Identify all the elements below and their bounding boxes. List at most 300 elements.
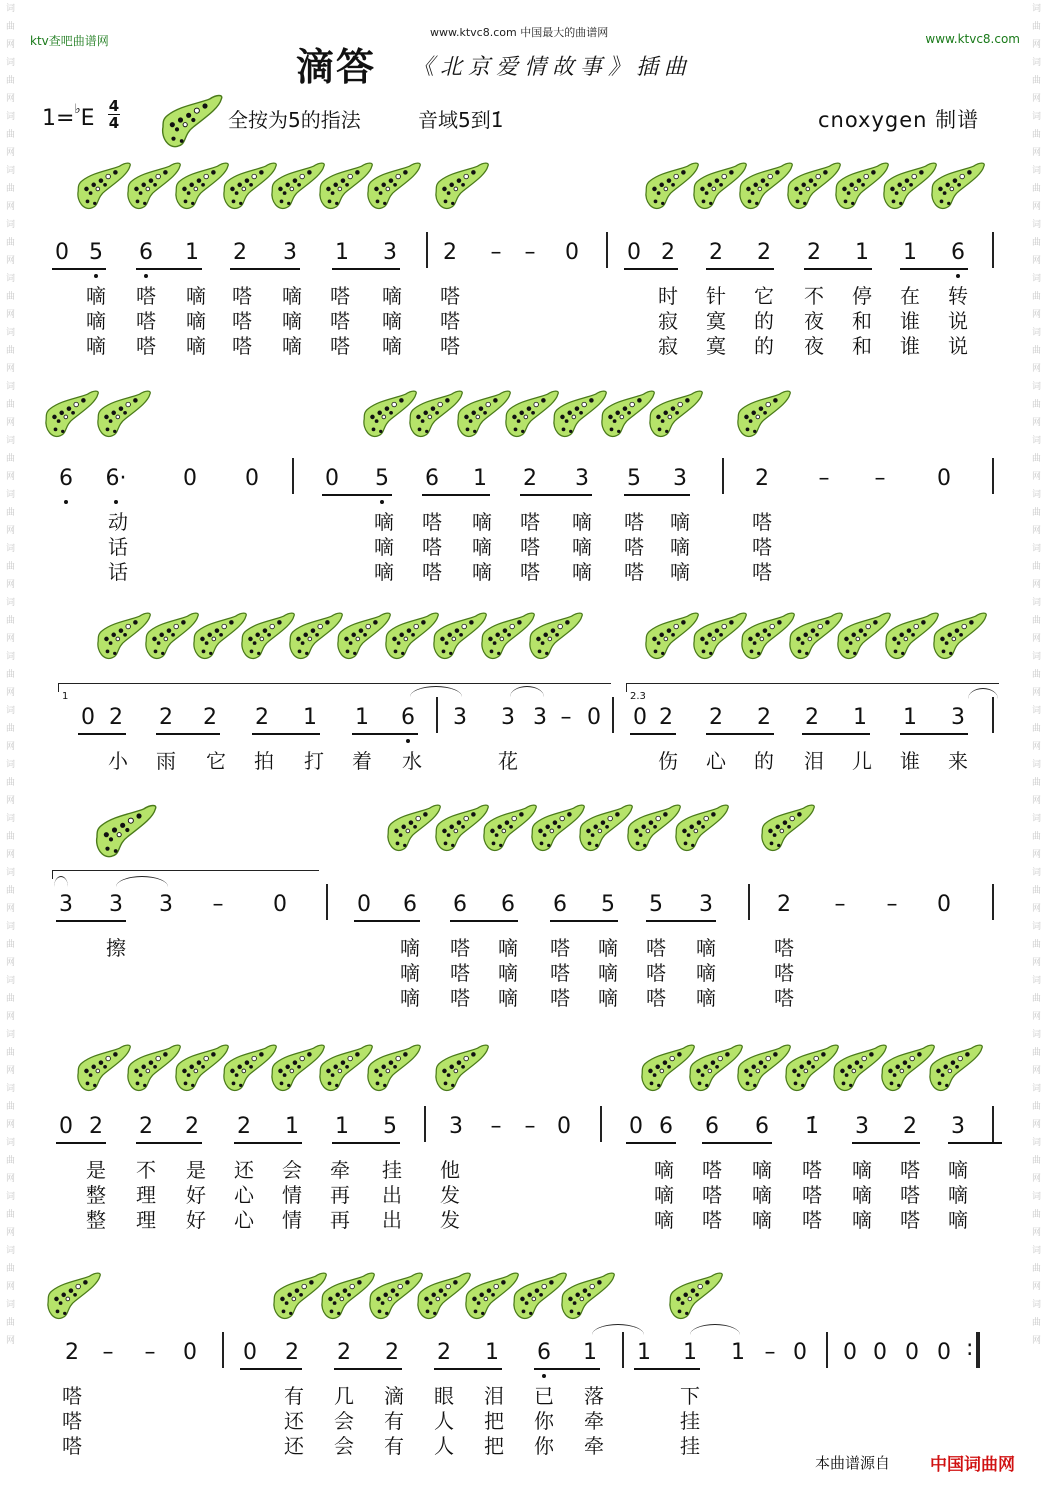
- lyric-char: 嗒: [62, 1409, 82, 1433]
- note: 1: [335, 240, 349, 265]
- note: 1: [355, 705, 369, 730]
- barline: [992, 1106, 994, 1142]
- eighth-beam: [624, 494, 690, 496]
- eighth-beam: [240, 1368, 302, 1370]
- barline: [992, 884, 994, 920]
- lyric-char: 嘀: [696, 961, 716, 985]
- eighth-beam: [450, 920, 518, 922]
- lyric-char: 理: [136, 1208, 156, 1232]
- note: 2: [437, 1340, 451, 1365]
- lyric-char: 会: [334, 1434, 354, 1458]
- lyric-char: 夜: [804, 334, 824, 358]
- note: 0: [633, 705, 647, 730]
- note: 6: [425, 466, 439, 491]
- note: 3: [951, 705, 965, 730]
- lyric-char: 嘀: [498, 986, 518, 1010]
- lyric-char: 嘀: [572, 560, 592, 584]
- ocarina-fingering-icon: [670, 802, 732, 862]
- note: 0: [937, 1340, 951, 1365]
- lyric-char: 心: [234, 1183, 254, 1207]
- note: –: [212, 892, 224, 917]
- lyric-char: 嗒: [62, 1384, 82, 1408]
- eighth-beam: [534, 1368, 600, 1370]
- note: 0: [629, 1114, 643, 1139]
- source-label: 本曲谱源自: [815, 1454, 891, 1472]
- volta-bracket-1: [52, 870, 319, 879]
- note: 6: [59, 466, 73, 491]
- barline: [436, 697, 438, 733]
- barline: [992, 697, 994, 733]
- lyric-char: 嗒: [136, 284, 156, 308]
- note: 6: [403, 892, 417, 917]
- note: –: [560, 705, 572, 730]
- lyric-char: 嗒: [900, 1158, 920, 1182]
- note: 0: [183, 466, 197, 491]
- note: 3: [575, 466, 589, 491]
- eighth-beam: [646, 920, 716, 922]
- note: 0: [565, 240, 579, 265]
- note: 0: [843, 1340, 857, 1365]
- note: 0: [59, 1114, 73, 1139]
- note: 3: [449, 1114, 463, 1139]
- note: 0: [245, 466, 259, 491]
- ocarina-fingering-icon: [924, 1042, 986, 1102]
- lyric-char: 拍: [254, 749, 274, 773]
- lyric-char: 嘀: [852, 1158, 872, 1182]
- lyric-char: 嘀: [948, 1208, 968, 1232]
- eighth-beam: [334, 1368, 402, 1370]
- lyric-char: 在: [900, 284, 920, 308]
- lyric-char: 嘀: [86, 334, 106, 358]
- lyric-char: 嗒: [422, 560, 442, 584]
- ocarina-fingering-icon: [928, 610, 990, 670]
- note: 2: [185, 1114, 199, 1139]
- note: 2: [755, 466, 769, 491]
- note: –: [834, 892, 846, 917]
- lyric-char: 嗒: [422, 535, 442, 559]
- lyric-char: 有: [384, 1409, 404, 1433]
- lyric-char: 还: [284, 1434, 304, 1458]
- note: –: [818, 466, 830, 491]
- lyric-char: 嘀: [670, 535, 690, 559]
- eighth-beam: [706, 733, 774, 735]
- lyric-char: 嘀: [752, 1158, 772, 1182]
- lyric-char: 是: [86, 1158, 106, 1182]
- lyric-char: 嗒: [802, 1183, 822, 1207]
- lyric-char: 整: [86, 1208, 106, 1232]
- lyric-char: 好: [186, 1183, 206, 1207]
- lyric-char: 嘀: [374, 535, 394, 559]
- lyric-char: 已: [534, 1384, 554, 1408]
- note: –: [102, 1340, 114, 1365]
- lyric-char: 的: [754, 334, 774, 358]
- lyric-char: 嗒: [624, 510, 644, 534]
- lyric-char: 嘀: [400, 986, 420, 1010]
- lyric-char: 嘀: [382, 284, 402, 308]
- note: 1: [637, 1340, 651, 1365]
- barline: [426, 232, 428, 268]
- lyric-char: 出: [382, 1208, 402, 1232]
- lyric-char: 寂: [658, 334, 678, 358]
- ocarina-fingering-icon: [362, 160, 424, 220]
- note: 2: [709, 705, 723, 730]
- note: 2: [443, 240, 457, 265]
- time-signature: [108, 98, 120, 131]
- note: –: [764, 1340, 776, 1365]
- lyric-char: 挂: [680, 1409, 700, 1433]
- note: 2: [159, 705, 173, 730]
- eighth-beam: [332, 268, 400, 270]
- lyric-char: 嗒: [450, 936, 470, 960]
- lyric-char: 泪: [484, 1384, 504, 1408]
- lyric-char: 心: [706, 749, 726, 773]
- eighth-beam: [702, 1142, 772, 1144]
- eighth-beam: [136, 1142, 202, 1144]
- lyric-char: 人: [434, 1434, 454, 1458]
- lyric-char: 嘀: [374, 510, 394, 534]
- note: 6: [705, 1114, 719, 1139]
- lyric-char: 嗒: [646, 961, 666, 985]
- eighth-beam: [332, 1142, 400, 1144]
- lyric-char: 和: [852, 334, 872, 358]
- note: 0: [873, 1340, 887, 1365]
- note: 0: [557, 1114, 571, 1139]
- note: 2: [255, 705, 269, 730]
- lyric-char: 嘀: [654, 1158, 674, 1182]
- note: 2: [757, 705, 771, 730]
- note: 0: [81, 705, 95, 730]
- volta-label: 2.3: [630, 691, 646, 702]
- lyric-char: 寞: [706, 309, 726, 333]
- note: –: [524, 240, 536, 265]
- ocarina-fingering-icon: [756, 802, 818, 862]
- lyric-char: 会: [282, 1158, 302, 1182]
- eighth-beam: [230, 268, 300, 270]
- lyric-char: 再: [330, 1183, 350, 1207]
- note: 5: [89, 240, 103, 265]
- range-note: 音域5到1̇: [418, 108, 504, 132]
- lyric-char: 它: [754, 284, 774, 308]
- lyric-char: 转: [948, 284, 968, 308]
- lyric-char: 说: [948, 334, 968, 358]
- lyric-char: 牵: [584, 1434, 604, 1458]
- note: 3: [383, 240, 397, 265]
- lyric-char: 落: [584, 1384, 604, 1408]
- ocarina-fingering-icon: [90, 802, 160, 869]
- lyric-char: 嗒: [520, 560, 540, 584]
- note: 6: [401, 705, 415, 730]
- eighth-beam: [900, 733, 968, 735]
- barline: [600, 1106, 602, 1142]
- note: 3: [533, 705, 547, 730]
- lyric-char: 嘀: [186, 309, 206, 333]
- lyric-char: 泪: [804, 749, 824, 773]
- lyric-char: 嗒: [550, 986, 570, 1010]
- barline: [826, 1332, 828, 1368]
- note: 3: [699, 892, 713, 917]
- lyric-char: 水: [402, 749, 422, 773]
- lyric-char: 说: [948, 309, 968, 333]
- eighth-beam: [52, 268, 106, 270]
- lyric-char: 嘀: [752, 1183, 772, 1207]
- note: 2: [385, 1340, 399, 1365]
- lyric-char: 不: [136, 1158, 156, 1182]
- eighth-beam: [322, 494, 392, 496]
- lyric-char: 嘀: [472, 560, 492, 584]
- lyric-char: 嗒: [702, 1208, 722, 1232]
- lyric-char: 嘀: [598, 936, 618, 960]
- lyric-char: 嗒: [232, 284, 252, 308]
- barline: [612, 697, 614, 733]
- note: 0: [273, 892, 287, 917]
- note: 6: [951, 240, 965, 265]
- lyric-char: 嘀: [752, 1208, 772, 1232]
- eighth-beam: [56, 920, 126, 922]
- note: 2: [757, 240, 771, 265]
- lyric-char: 整: [86, 1183, 106, 1207]
- lyric-char: 几: [334, 1384, 354, 1408]
- source-name-link[interactable]: 中国词曲网: [930, 1455, 1015, 1475]
- lyric-char: 来: [948, 749, 968, 773]
- lyric-char: 嘀: [282, 334, 302, 358]
- note: 1: [683, 1340, 697, 1365]
- note: 1: [853, 705, 867, 730]
- lyric-char: 把: [484, 1409, 504, 1433]
- lyric-char: 嘀: [696, 986, 716, 1010]
- lyric-char: 挂: [382, 1158, 402, 1182]
- lyric-char: 是: [186, 1158, 206, 1182]
- lyric-char: 嘀: [498, 961, 518, 985]
- ocarina-fingering-icon: [926, 160, 988, 220]
- lyric-char: 嘀: [572, 510, 592, 534]
- ocarina-fingering-icon: [156, 92, 226, 159]
- lyric-char: 儿: [852, 749, 872, 773]
- note: 6: [537, 1340, 551, 1365]
- lyric-char: 时: [658, 284, 678, 308]
- note: 3: [283, 240, 297, 265]
- eighth-beam: [56, 1142, 106, 1144]
- barline: [748, 884, 750, 920]
- lyric-char: 有: [384, 1434, 404, 1458]
- note: 2: [523, 466, 537, 491]
- lyric-char: 嗒: [550, 961, 570, 985]
- lyric-char: 把: [484, 1434, 504, 1458]
- lyric-char: 嗒: [330, 334, 350, 358]
- note: 1: [855, 240, 869, 265]
- lyric-char: 嘀: [472, 510, 492, 534]
- eighth-beam: [802, 733, 870, 735]
- note: 1: [473, 466, 487, 491]
- ocarina-fingering-icon: [430, 1042, 492, 1102]
- lyric-char: 嗒: [330, 309, 350, 333]
- lyric-char: 嘀: [382, 309, 402, 333]
- note: 1: [731, 1340, 745, 1365]
- lyric-char: 嗒: [520, 510, 540, 534]
- lyric-char: 嘀: [598, 961, 618, 985]
- barline: [292, 458, 294, 494]
- ocarina-fingering-icon: [362, 1042, 424, 1102]
- lyric-char: 嘀: [282, 284, 302, 308]
- lyric-char: 嘀: [572, 535, 592, 559]
- flat-icon: ♭: [74, 102, 81, 117]
- note: 0: [793, 1340, 807, 1365]
- note: 2: [337, 1340, 351, 1365]
- eighth-beam: [352, 733, 418, 735]
- note: 2: [89, 1114, 103, 1139]
- lyric-char: 嗒: [646, 936, 666, 960]
- transcriber-credit: cnoxygen 制谱: [818, 108, 980, 132]
- note: 2: [233, 240, 247, 265]
- eighth-beam: [422, 494, 490, 496]
- note: 6: [755, 1114, 769, 1139]
- lyric-char: 嗒: [232, 334, 252, 358]
- lyric-char: 嘀: [696, 936, 716, 960]
- lyric-char: 嗒: [702, 1183, 722, 1207]
- repeat-end-barline: [976, 1332, 980, 1368]
- note: 2: [285, 1340, 299, 1365]
- lyric-char: 嗒: [774, 936, 794, 960]
- lyric-char: 花: [498, 749, 518, 773]
- barline: [424, 1106, 426, 1142]
- eighth-beam: [234, 1142, 302, 1144]
- note: –: [874, 466, 886, 491]
- eighth-beam: [520, 494, 592, 496]
- lyric-char: 夜: [804, 309, 824, 333]
- note: –: [490, 1114, 502, 1139]
- lyric-char: 话: [108, 560, 128, 584]
- lyric-char: 嗒: [136, 334, 156, 358]
- lyric-char: 嘀: [852, 1183, 872, 1207]
- eighth-beam: [630, 733, 676, 735]
- lyric-char: 发: [440, 1183, 460, 1207]
- note: 6·: [105, 466, 127, 491]
- lyric-char: 还: [284, 1409, 304, 1433]
- note: 5: [627, 466, 641, 491]
- lyric-char: 嘀: [186, 334, 206, 358]
- eighth-beam: [354, 920, 420, 922]
- eighth-beam: [136, 268, 202, 270]
- lyric-char: 嗒: [802, 1208, 822, 1232]
- barline: [606, 232, 608, 268]
- note: 2: [203, 705, 217, 730]
- lyric-char: 话: [108, 535, 128, 559]
- lyric-char: 嘀: [598, 986, 618, 1010]
- lyric-char: 嘀: [654, 1183, 674, 1207]
- lyric-char: 嘀: [186, 284, 206, 308]
- note: 2: [903, 1114, 917, 1139]
- time-bottom: 4: [108, 114, 120, 132]
- note: 2: [65, 1340, 79, 1365]
- note: 2: [237, 1114, 251, 1139]
- repeat-dots: :: [966, 1336, 974, 1361]
- note: 3: [673, 466, 687, 491]
- lyric-char: 嗒: [330, 284, 350, 308]
- note: 1: [583, 1340, 597, 1365]
- lyric-char: 嗒: [440, 309, 460, 333]
- ocarina-fingering-icon: [42, 1270, 104, 1330]
- ocarina-fingering-icon: [430, 160, 492, 220]
- lyric-char: 嗒: [802, 1158, 822, 1182]
- note: 2: [659, 705, 673, 730]
- eighth-beam: [948, 1142, 1002, 1144]
- lyric-char: 再: [330, 1208, 350, 1232]
- lyric-char: 谁: [900, 309, 920, 333]
- lyric-char: 伤: [658, 749, 678, 773]
- side-watermark-right: 词曲网词曲网词曲网词曲网词曲网词曲网词曲网词曲网词曲网词曲网词曲网词曲网词曲网词曲网词曲网词曲网词曲网词曲网词曲网词曲网词曲网词曲网词曲网词曲网词曲网: [1032, 4, 1042, 1346]
- lyric-char: 嘀: [400, 936, 420, 960]
- song-title: 滴答: [296, 45, 377, 89]
- note: 0: [183, 1340, 197, 1365]
- lyric-char: 嘀: [86, 309, 106, 333]
- lyric-char: 嗒: [520, 535, 540, 559]
- site-label-center: www.ktvc8.com 中国最大的曲谱网: [430, 26, 609, 39]
- fingering-note: 全按为5的指法: [228, 108, 361, 132]
- note: 0: [627, 240, 641, 265]
- lyric-char: 嗒: [550, 936, 570, 960]
- key-signature: [42, 102, 95, 131]
- lyric-char: 它: [206, 749, 226, 773]
- lyric-char: 嗒: [440, 284, 460, 308]
- lyric-char: 嗒: [774, 986, 794, 1010]
- lyric-char: 情: [282, 1183, 302, 1207]
- ocarina-fingering-icon: [644, 388, 706, 448]
- lyric-char: 寂: [658, 309, 678, 333]
- eighth-beam: [252, 733, 320, 735]
- lyric-char: 着: [352, 749, 372, 773]
- note: 2: [709, 240, 723, 265]
- lyric-char: 的: [754, 749, 774, 773]
- site-label-right: www.ktvc8.com: [925, 32, 1020, 46]
- note: 0: [357, 892, 371, 917]
- lyric-char: 挂: [680, 1434, 700, 1458]
- ocarina-fingering-icon: [664, 1270, 726, 1330]
- note: 1: [285, 1114, 299, 1139]
- time-top: 4: [108, 97, 120, 115]
- song-subtitle: 《北京爱情故事》插曲: [412, 55, 693, 80]
- lyric-char: 嗒: [62, 1434, 82, 1458]
- lyric-char: 嘀: [670, 560, 690, 584]
- lyric-char: 牵: [330, 1158, 350, 1182]
- lyric-char: 谁: [900, 334, 920, 358]
- lyric-char: 嗒: [752, 560, 772, 584]
- lyric-char: 还: [234, 1158, 254, 1182]
- note: 1: [335, 1114, 349, 1139]
- lyric-char: 嘀: [86, 284, 106, 308]
- lyric-char: 打: [304, 749, 324, 773]
- eighth-beam: [624, 268, 678, 270]
- ocarina-fingering-icon: [524, 610, 586, 670]
- note: 2: [807, 240, 821, 265]
- note: –: [144, 1340, 156, 1365]
- ocarina-fingering-icon: [732, 388, 794, 448]
- lyric-char: 嘀: [374, 560, 394, 584]
- note: 3: [453, 705, 467, 730]
- lyric-char: 牵: [584, 1409, 604, 1433]
- note: 1: [903, 705, 917, 730]
- lyric-char: 嘀: [948, 1183, 968, 1207]
- note: 1: [903, 240, 917, 265]
- lyric-char: 会: [334, 1409, 354, 1433]
- note: 2: [139, 1114, 153, 1139]
- lyric-char: 嘀: [382, 334, 402, 358]
- lyric-char: 嘀: [498, 936, 518, 960]
- note: –: [490, 240, 502, 265]
- barline: [326, 884, 328, 920]
- lyric-char: 嗒: [136, 309, 156, 333]
- lower-octave-dot: [542, 1374, 546, 1378]
- note: 3: [855, 1114, 869, 1139]
- lyric-char: 嗒: [450, 961, 470, 985]
